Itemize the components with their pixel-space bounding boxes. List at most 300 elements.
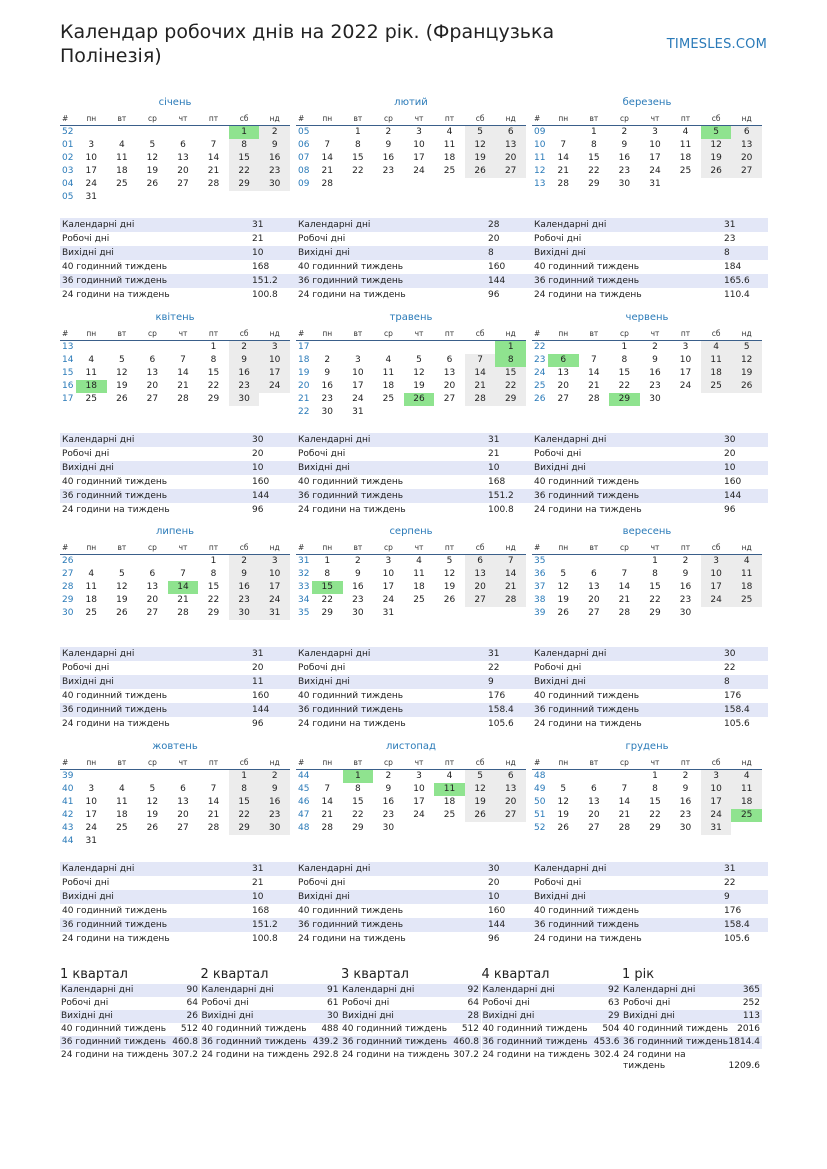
week-number: 11 [534, 153, 546, 163]
week-row [296, 783, 526, 796]
day-cell: 16 [679, 797, 692, 807]
weekday-header: вт [579, 541, 610, 555]
weekday-header: чт [640, 112, 671, 126]
month-name: квітень [155, 312, 195, 323]
stat-row [622, 1023, 762, 1036]
day-cell: 30 [352, 608, 364, 618]
stat-label: Календарні дні [296, 647, 488, 661]
stat-row [532, 862, 768, 876]
day-cell: 5 [149, 784, 156, 794]
day-cell: 12 [146, 797, 159, 807]
stat-value: 165.6 [724, 274, 768, 288]
week-row [296, 393, 526, 406]
day-cell: 2 [385, 127, 392, 137]
day-cell: 27 [588, 608, 600, 618]
day-cell: 25 [413, 595, 425, 605]
day-cell: 1 [621, 342, 628, 352]
month-stats [60, 647, 296, 731]
stat-value: 20 [488, 234, 500, 244]
day-cell: 24 [701, 594, 732, 607]
day-cell: 12 [465, 139, 496, 152]
day-cell: 20 [443, 381, 456, 391]
weekday-header: пт [434, 112, 465, 126]
weekday-header: вт [343, 541, 374, 555]
week-number: 48 [534, 771, 546, 781]
day-cell: 17 [85, 810, 97, 820]
day-cell: 18 [116, 810, 128, 820]
day-cell [259, 835, 290, 848]
month-name: грудень [625, 741, 669, 752]
stat-label: Робочі дні [482, 998, 530, 1008]
weekday-header: сб [701, 112, 732, 126]
day-cell: 13 [731, 139, 762, 152]
day-cell: 23 [382, 166, 395, 176]
weekday-header: # [296, 327, 312, 341]
day-cell [495, 406, 526, 419]
stat-row [296, 647, 532, 661]
day-cell [465, 406, 496, 419]
weekday-header: пн [548, 541, 579, 555]
day-cell: 22 [229, 809, 260, 822]
day-cell: 25 [701, 380, 732, 393]
day-cell [137, 835, 168, 848]
day-cell: 21 [495, 581, 526, 594]
day-cell: 26 [116, 394, 128, 404]
weekday-header: ср [609, 112, 640, 126]
weekday-header: вт [107, 327, 138, 341]
day-cell [579, 555, 610, 569]
stat-label: 24 години на тиждень [534, 934, 642, 944]
day-cell: 4 [416, 556, 422, 566]
stat-value: 151.2 [252, 274, 296, 288]
stat-row [296, 433, 532, 447]
week-number: 25 [534, 381, 546, 391]
weekday-header: ср [137, 327, 168, 341]
stat-value: 30 [724, 433, 768, 447]
stat-value: 460.8 [453, 1037, 479, 1047]
day-cell: 1 [229, 770, 260, 784]
site-logo-link[interactable]: TIMESLES.COM [666, 37, 767, 52]
day-cell: 25 [731, 594, 762, 607]
stat-label: 40 годинний тиждень [62, 691, 168, 701]
stat-value: 105.6 [724, 934, 750, 944]
stat-row [60, 489, 296, 503]
stat-row [622, 984, 762, 997]
day-cell: 28 [495, 594, 526, 607]
day-cell: 3 [259, 555, 290, 569]
week-number: 42 [62, 810, 74, 820]
stat-row [60, 997, 200, 1010]
month-6 [532, 311, 762, 406]
day-cell: 28 [207, 823, 220, 833]
day-cell: 27 [146, 394, 159, 404]
day-cell: 21 [321, 166, 333, 176]
stat-row [532, 475, 768, 489]
stat-row [296, 475, 532, 489]
week-row [60, 568, 290, 581]
day-cell: 23 [229, 380, 260, 393]
day-cell: 16 [679, 582, 692, 592]
week-number: 19 [298, 368, 310, 378]
day-cell: 7 [560, 140, 567, 150]
weekday-header: нд [731, 112, 762, 126]
day-cell: 8 [324, 569, 331, 579]
day-cell: 9 [621, 140, 628, 150]
stat-row [60, 260, 296, 274]
day-cell: 22 [649, 595, 661, 605]
stat-label: Вихідні дні [296, 461, 488, 475]
stat-value: 30 [488, 862, 532, 876]
day-cell: 2 [682, 771, 689, 781]
month-stats [60, 862, 296, 946]
day-cell: 26 [443, 595, 456, 605]
month-10 [60, 740, 290, 848]
weekday-header: пт [198, 327, 229, 341]
stat-label: Вихідні дні [482, 1010, 593, 1023]
week-row [60, 393, 290, 406]
stat-row [296, 703, 532, 717]
week-row [296, 152, 526, 165]
weekday-header: нд [495, 112, 526, 126]
stat-row [201, 1023, 341, 1036]
day-cell: 25 [679, 166, 692, 176]
weekday-header: чт [168, 541, 199, 555]
day-cell: 21 [207, 166, 220, 176]
day-cell: 30 [679, 608, 692, 618]
month-stats [60, 218, 296, 302]
day-cell: 29 [609, 393, 640, 406]
stat-row [622, 1049, 762, 1073]
weekday-header: чт [640, 756, 671, 770]
day-cell: 25 [443, 166, 456, 176]
week-number: 35 [298, 608, 310, 618]
day-cell: 11 [434, 783, 465, 796]
week-row [296, 367, 526, 380]
stat-row [60, 461, 296, 475]
stat-value: 144 [724, 489, 768, 503]
day-cell: 22 [207, 381, 220, 391]
day-cell: 14 [588, 368, 600, 378]
day-cell [373, 341, 404, 355]
day-cell: 14 [321, 153, 333, 163]
stat-label: 36 годинний тиждень [532, 274, 724, 288]
weekday-header: # [60, 112, 76, 126]
stat-label: 24 години на тиждень [534, 290, 642, 300]
day-cell: 3 [701, 770, 732, 784]
stat-value: 31 [252, 862, 296, 876]
stat-row [482, 1023, 622, 1036]
day-cell: 6 [590, 569, 597, 579]
day-cell: 30 [382, 823, 395, 833]
weekday-header: вт [343, 327, 374, 341]
stat-value: 307.2 [453, 1050, 479, 1060]
day-cell: 4 [385, 355, 392, 365]
day-cell: 20 [588, 595, 600, 605]
stat-value: 96 [724, 505, 736, 515]
stat-row [60, 647, 296, 661]
week-number: 12 [534, 166, 546, 176]
stat-label: 36 годинний тиждень [201, 1036, 312, 1049]
stat-row [532, 703, 768, 717]
stat-row [532, 918, 768, 932]
day-cell: 11 [85, 368, 97, 378]
day-cell: 4 [731, 555, 762, 569]
day-cell: 26 [146, 179, 159, 189]
day-cell: 22 [618, 381, 631, 391]
stat-value: 144 [252, 489, 296, 503]
day-cell: 18 [76, 380, 107, 393]
week-number: 26 [534, 394, 546, 404]
stat-value: 460.8 [172, 1037, 198, 1047]
month-calendar [532, 112, 762, 191]
week-number: 13 [534, 179, 546, 189]
week-number: 50 [534, 797, 546, 807]
stat-value: 105.6 [488, 719, 514, 729]
day-cell: 30 [649, 394, 661, 404]
week-number: 41 [62, 797, 74, 807]
day-cell: 17 [352, 381, 364, 391]
week-row [60, 770, 290, 784]
day-cell: 11 [731, 783, 762, 796]
day-cell: 15 [352, 797, 364, 807]
week-number: 51 [534, 810, 546, 820]
weekday-header: нд [495, 541, 526, 555]
day-cell [168, 191, 199, 204]
day-cell: 27 [557, 394, 569, 404]
stat-row [341, 1036, 481, 1049]
day-cell [373, 406, 404, 419]
day-cell [229, 191, 260, 204]
quarter-title: 3 квартал [341, 967, 409, 982]
day-cell: 6 [149, 569, 156, 579]
week-number: 31 [298, 556, 310, 566]
stat-label: Вихідні дні [60, 1010, 171, 1023]
day-cell: 31 [649, 179, 661, 189]
day-cell: 16 [382, 153, 395, 163]
day-cell: 20 [146, 595, 159, 605]
stat-label: 24 години на тиждень [623, 1050, 686, 1071]
day-cell: 28 [588, 394, 600, 404]
week-number: 29 [62, 595, 74, 605]
day-cell: 12 [146, 153, 159, 163]
stat-label: Календарні дні [622, 984, 729, 997]
month-name: серпень [389, 526, 433, 537]
stat-label: Календарні дні [482, 984, 593, 997]
day-cell: 24 [352, 394, 364, 404]
day-cell: 30 [259, 178, 290, 191]
week-row [532, 367, 762, 380]
stat-label: Календарні дні [341, 984, 452, 997]
day-cell: 27 [495, 165, 526, 178]
stat-label: Вихідні дні [532, 461, 724, 475]
stat-row [60, 475, 296, 489]
stat-label: 36 годинний тиждень [341, 1036, 452, 1049]
day-cell: 29 [588, 179, 600, 189]
day-cell: 23 [679, 810, 692, 820]
weekday-header: пн [312, 541, 343, 555]
day-cell: 28 [465, 393, 496, 406]
day-cell: 16 [321, 381, 333, 391]
stat-label: 40 годинний тиждень [62, 477, 168, 487]
day-cell: 22 [207, 595, 220, 605]
day-cell: 15 [649, 582, 661, 592]
month-stats [532, 433, 768, 517]
week-row [296, 126, 526, 140]
stat-label: Вихідні дні [341, 1010, 452, 1023]
stat-row [341, 1049, 481, 1062]
week-row [532, 139, 762, 152]
day-cell: 12 [557, 797, 569, 807]
day-cell: 4 [118, 140, 125, 150]
week-number: 44 [62, 836, 74, 846]
stat-row [201, 984, 341, 997]
weekday-header: пт [198, 756, 229, 770]
day-cell: 2 [354, 556, 361, 566]
day-cell: 4 [731, 770, 762, 784]
stat-row [482, 997, 622, 1010]
week-number: 09 [534, 127, 546, 137]
day-cell [404, 341, 435, 355]
stat-label: 40 годинний тиждень [61, 1024, 167, 1034]
stat-row [532, 461, 768, 475]
day-cell: 25 [731, 809, 762, 822]
stat-value: 31 [724, 218, 768, 232]
day-cell: 11 [85, 582, 97, 592]
day-cell: 15 [649, 797, 661, 807]
day-cell: 29 [207, 608, 220, 618]
stat-value: 20 [252, 449, 264, 459]
stat-value: 2016 [737, 1024, 760, 1034]
day-cell [434, 822, 465, 835]
stat-value: 365 [729, 984, 763, 997]
stat-value: 10 [724, 461, 768, 475]
day-cell: 29 [321, 608, 333, 618]
week-number: 05 [62, 192, 74, 202]
day-cell: 19 [557, 595, 569, 605]
stat-row [341, 1023, 481, 1036]
stat-value: 252 [742, 998, 760, 1008]
weekday-header: сб [701, 327, 732, 341]
weekday-header: # [60, 541, 76, 555]
stat-row [532, 904, 768, 918]
day-cell: 27 [443, 394, 456, 404]
stat-row [296, 246, 532, 260]
month-9 [532, 525, 762, 620]
day-cell: 3 [385, 556, 392, 566]
weekday-header: пн [548, 112, 579, 126]
weekday-header: вт [343, 112, 374, 126]
week-number: 10 [534, 140, 546, 150]
week-number: 49 [534, 784, 546, 794]
weekday-header: вт [579, 112, 610, 126]
weekday-header: сб [229, 541, 260, 555]
week-number: 18 [298, 355, 310, 365]
weekday-header: пт [670, 112, 701, 126]
stat-value: 63 [608, 998, 620, 1008]
day-cell [198, 770, 229, 784]
day-cell: 7 [180, 569, 186, 579]
day-cell: 6 [731, 126, 762, 140]
week-number: 24 [534, 368, 546, 378]
day-cell: 1 [590, 127, 597, 137]
day-cell: 27 [146, 608, 159, 618]
day-cell: 30 [229, 393, 260, 406]
day-cell: 13 [146, 582, 159, 592]
week-row [60, 152, 290, 165]
day-cell: 13 [146, 368, 159, 378]
stat-value: 10 [488, 461, 532, 475]
stat-label: 24 години на тиждень [342, 1050, 450, 1060]
stat-row [341, 984, 481, 997]
stat-label: Робочі дні [62, 234, 110, 244]
day-cell: 30 [321, 407, 333, 417]
day-cell: 14 [495, 568, 526, 581]
weekday-header: пн [312, 756, 343, 770]
day-cell: 1 [229, 126, 260, 140]
day-cell: 26 [465, 809, 496, 822]
stat-label: 36 годинний тиждень [60, 703, 252, 717]
day-cell [434, 607, 465, 620]
day-cell [168, 555, 199, 569]
stat-value: 160 [488, 262, 506, 272]
stat-value: 1814.4 [728, 1037, 760, 1047]
stat-value: 176 [724, 906, 742, 916]
weekday-header: пн [312, 112, 343, 126]
month-name: жовтень [152, 741, 198, 752]
stat-value: 20 [724, 449, 736, 459]
day-cell: 20 [177, 166, 189, 176]
month-stats [532, 218, 768, 302]
day-cell: 27 [177, 823, 189, 833]
stat-value: 9 [488, 675, 532, 689]
day-cell: 23 [618, 166, 631, 176]
week-number: 17 [298, 342, 310, 352]
day-cell: 8 [210, 355, 217, 365]
day-cell: 21 [177, 595, 189, 605]
day-cell [434, 178, 465, 191]
stat-row [60, 246, 296, 260]
stat-row [532, 876, 768, 890]
day-cell [107, 770, 138, 784]
day-cell: 25 [443, 810, 456, 820]
weekday-header: сб [465, 541, 496, 555]
stat-label: 24 години на тиждень [62, 290, 170, 300]
day-cell [548, 770, 579, 784]
stat-row [296, 489, 532, 503]
week-number: 06 [298, 140, 310, 150]
quarter-title: 1 квартал [60, 967, 128, 982]
day-cell: 3 [682, 342, 689, 352]
day-cell: 17 [701, 796, 732, 809]
day-cell: 17 [382, 582, 395, 592]
week-row [60, 607, 290, 620]
stat-label: Вихідні дні [296, 890, 488, 904]
day-cell: 11 [679, 140, 692, 150]
day-cell: 16 [352, 582, 364, 592]
day-cell [373, 178, 404, 191]
weekday-header: ср [609, 541, 640, 555]
day-cell [198, 835, 229, 848]
day-cell: 26 [731, 380, 762, 393]
week-row [532, 796, 762, 809]
day-cell [137, 770, 168, 784]
day-cell: 3 [701, 555, 732, 569]
weekday-header: нд [495, 327, 526, 341]
stat-row [296, 689, 532, 703]
day-cell: 22 [649, 810, 661, 820]
stat-row [296, 876, 532, 890]
stat-label: 36 годинний тиждень [60, 274, 252, 288]
